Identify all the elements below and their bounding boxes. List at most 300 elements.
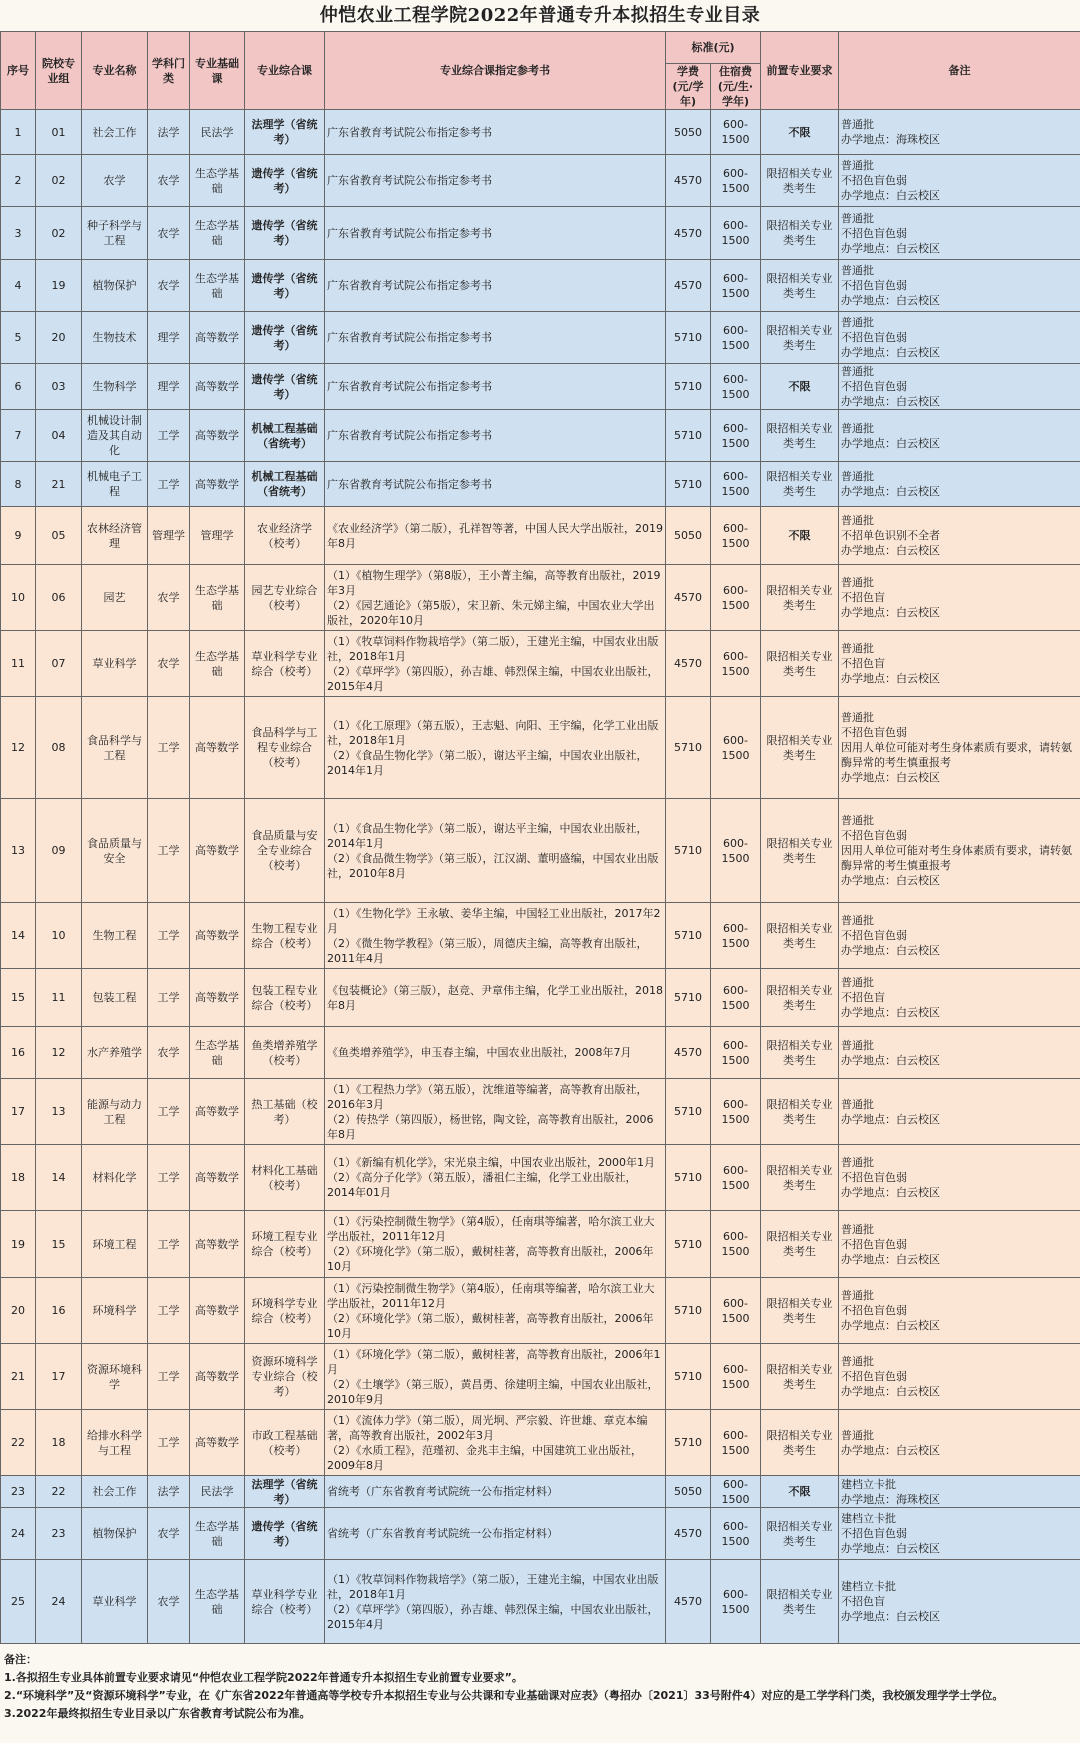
header-reference-books: 专业综合课指定参考书 (325, 32, 666, 110)
cell-remarks: 普通批 不招色盲色弱 因用人单位可能对考生身体素质有要求，请转氨酶异常的考生慎重报考 办学地点：白云校区 (839, 697, 1080, 799)
cell-comprehensive-course: 材料化工基础（校考） (245, 1145, 325, 1211)
cell-seq: 10 (1, 565, 36, 631)
cell-basic-course: 高等数学 (190, 312, 245, 364)
cell-comprehensive-course: 环境科学专业综合（校考） (245, 1278, 325, 1344)
cell-dorm-fee: 600-1500 (711, 1344, 761, 1410)
cell-name: 环境科学 (82, 1278, 148, 1344)
cell-category: 工学 (148, 969, 190, 1027)
cell-category: 农学 (148, 1027, 190, 1079)
cell-name: 生物科学 (82, 364, 148, 410)
cell-comprehensive-course: 遗传学（省统考） (245, 1508, 325, 1560)
cell-tuition: 5710 (666, 462, 711, 507)
cell-tuition: 4570 (666, 207, 711, 260)
cell-comprehensive-course: 草业科学专业综合（校考） (245, 1560, 325, 1644)
cell-name: 植物保护 (82, 1508, 148, 1560)
table-row (1, 1410, 1080, 1476)
table-row (1, 903, 1080, 969)
cell-tuition: 5710 (666, 364, 711, 410)
cell-category: 农学 (148, 565, 190, 631)
cell-name: 社会工作 (82, 110, 148, 155)
cell-seq: 21 (1, 1344, 36, 1410)
cell-category: 法学 (148, 1476, 190, 1508)
cell-prerequisite: 限招相关专业类考生 (761, 1079, 839, 1145)
cell-name: 资源环境科学 (82, 1344, 148, 1410)
header-prerequisite: 前置专业要求 (761, 32, 839, 110)
cell-remarks: 建档立卡批 办学地点：海珠校区 (839, 1476, 1080, 1508)
cell-dorm-fee: 600-1500 (711, 631, 761, 697)
cell-category: 农学 (148, 631, 190, 697)
cell-category: 工学 (148, 903, 190, 969)
cell-tuition: 4570 (666, 1560, 711, 1644)
cell-seq: 7 (1, 410, 36, 462)
cell-prerequisite: 限招相关专业类考生 (761, 697, 839, 799)
cell-reference-books: 省统考（广东省教育考试院统一公布指定材料） (325, 1476, 666, 1508)
table-row (1, 1560, 1080, 1644)
cell-name: 食品质量与安全 (82, 799, 148, 903)
cell-tuition: 5050 (666, 1476, 711, 1508)
cell-prerequisite: 限招相关专业类考生 (761, 207, 839, 260)
cell-prerequisite: 限招相关专业类考生 (761, 462, 839, 507)
cell-basic-course: 高等数学 (190, 1410, 245, 1476)
cell-reference-books: （1）《流体力学》（第二版），周光坰、严宗毅、许世雄、章克本编著，高等教育出版社，2002年3月 （2）《水质工程》，范瑾初、金兆丰主编，中国建筑工业出版社，2009年8月 (325, 1410, 666, 1476)
cell-group: 02 (36, 207, 82, 260)
cell-remarks: 普通批 办学地点：白云校区 (839, 1027, 1080, 1079)
table-row (1, 312, 1080, 364)
table-row (1, 155, 1080, 207)
cell-basic-course: 生态学基础 (190, 565, 245, 631)
cell-category: 法学 (148, 110, 190, 155)
cell-prerequisite: 不限 (761, 507, 839, 565)
cell-dorm-fee: 600-1500 (711, 565, 761, 631)
cell-comprehensive-course: 环境工程专业综合（校考） (245, 1211, 325, 1278)
cell-group: 15 (36, 1211, 82, 1278)
cell-reference-books: （1）《污染控制微生物学》（第4版），任南琪等编著，哈尔滨工业大学出版社，2011年12月 （2）《环境化学》（第二版），戴树桂著，高等教育出版社，2006年10月 (325, 1211, 666, 1278)
cell-tuition: 5710 (666, 410, 711, 462)
table-row (1, 260, 1080, 312)
cell-basic-course: 高等数学 (190, 1278, 245, 1344)
cell-reference-books: （1）《污染控制微生物学》（第4版），任南琪等编著，哈尔滨工业大学出版社，2011年12月 （2）《环境化学》（第二版），戴树桂著，高等教育出版社，2006年10月 (325, 1278, 666, 1344)
cell-remarks: 普通批 不招色盲色弱 办学地点：白云校区 (839, 1211, 1080, 1278)
header-category: 学科门类 (148, 32, 190, 110)
cell-basic-course: 生态学基础 (190, 260, 245, 312)
cell-tuition: 5050 (666, 110, 711, 155)
cell-seq: 19 (1, 1211, 36, 1278)
cell-dorm-fee: 600-1500 (711, 697, 761, 799)
cell-reference-books: 广东省教育考试院公布指定参考书 (325, 410, 666, 462)
cell-tuition: 4570 (666, 1508, 711, 1560)
header-name: 专业名称 (82, 32, 148, 110)
cell-dorm-fee: 600-1500 (711, 799, 761, 903)
cell-tuition: 5710 (666, 1410, 711, 1476)
cell-remarks: 普通批 办学地点：白云校区 (839, 462, 1080, 507)
table-row (1, 1278, 1080, 1344)
table-row (1, 1027, 1080, 1079)
cell-basic-course: 高等数学 (190, 969, 245, 1027)
cell-group: 23 (36, 1508, 82, 1560)
cell-category: 工学 (148, 1145, 190, 1211)
cell-tuition: 5050 (666, 507, 711, 565)
cell-seq: 15 (1, 969, 36, 1027)
cell-remarks: 普通批 不招色盲色弱 办学地点：白云校区 (839, 1145, 1080, 1211)
cell-basic-course: 民法学 (190, 1476, 245, 1508)
cell-tuition: 5710 (666, 1211, 711, 1278)
cell-dorm-fee: 600-1500 (711, 1145, 761, 1211)
cell-seq: 1 (1, 110, 36, 155)
cell-name: 食品科学与工程 (82, 697, 148, 799)
cell-group: 08 (36, 697, 82, 799)
cell-basic-course: 高等数学 (190, 1344, 245, 1410)
cell-name: 草业科学 (82, 631, 148, 697)
cell-comprehensive-course: 遗传学（省统考） (245, 364, 325, 410)
cell-comprehensive-course: 生物工程专业综合（校考） (245, 903, 325, 969)
cell-group: 13 (36, 1079, 82, 1145)
cell-remarks: 普通批 不招色盲色弱 办学地点：白云校区 (839, 207, 1080, 260)
cell-tuition: 5710 (666, 799, 711, 903)
cell-dorm-fee: 600-1500 (711, 1508, 761, 1560)
cell-reference-books: （1）《工程热力学》（第五版），沈维道等编著，高等教育出版社，2016年3月 （2）传热学（第四版），杨世铭，陶文铨，高等教育出版社，2006年8月 (325, 1079, 666, 1145)
cell-seq: 2 (1, 155, 36, 207)
cell-name: 农林经济管理 (82, 507, 148, 565)
cell-dorm-fee: 600-1500 (711, 410, 761, 462)
cell-remarks: 建档立卡批 不招色盲 办学地点：白云校区 (839, 1560, 1080, 1644)
cell-prerequisite: 限招相关专业类考生 (761, 969, 839, 1027)
cell-remarks: 普通批 不招色盲 办学地点：白云校区 (839, 969, 1080, 1027)
cell-prerequisite: 限招相关专业类考生 (761, 799, 839, 903)
cell-remarks: 普通批 办学地点：海珠校区 (839, 110, 1080, 155)
cell-reference-books: 广东省教育考试院公布指定参考书 (325, 312, 666, 364)
cell-name: 园艺 (82, 565, 148, 631)
cell-basic-course: 高等数学 (190, 1079, 245, 1145)
cell-seq: 4 (1, 260, 36, 312)
header-group: 院校专业组 (36, 32, 82, 110)
cell-category: 工学 (148, 1079, 190, 1145)
cell-seq: 20 (1, 1278, 36, 1344)
cell-category: 工学 (148, 697, 190, 799)
cell-seq: 17 (1, 1079, 36, 1145)
cell-remarks: 建档立卡批 不招色盲色弱 办学地点：白云校区 (839, 1508, 1080, 1560)
table-row (1, 410, 1080, 462)
cell-remarks: 普通批 不招单色识别不全者 办学地点：白云校区 (839, 507, 1080, 565)
cell-reference-books: （1）《食品生物化学》（第二版），谢达平主编，中国农业出版社，2014年1月 （2）《食品微生物学》（第三版），江汉湖、董明盛编，中国农业出版社，2010年8月 (325, 799, 666, 903)
cell-group: 18 (36, 1410, 82, 1476)
cell-seq: 8 (1, 462, 36, 507)
cell-prerequisite: 限招相关专业类考生 (761, 155, 839, 207)
table-row (1, 110, 1080, 155)
cell-seq: 13 (1, 799, 36, 903)
table-row (1, 565, 1080, 631)
cell-category: 工学 (148, 410, 190, 462)
cell-category: 工学 (148, 1278, 190, 1344)
cell-reference-books: 广东省教育考试院公布指定参考书 (325, 462, 666, 507)
cell-comprehensive-course: 食品科学与工程专业综合（校考） (245, 697, 325, 799)
cell-prerequisite: 限招相关专业类考生 (761, 1027, 839, 1079)
cell-name: 给排水科学与工程 (82, 1410, 148, 1476)
cell-prerequisite: 限招相关专业类考生 (761, 1145, 839, 1211)
cell-group: 17 (36, 1344, 82, 1410)
header-dorm-fee: 住宿费(元/生·学年) (711, 64, 761, 110)
cell-prerequisite: 不限 (761, 110, 839, 155)
cell-group: 10 (36, 903, 82, 969)
cell-seq: 14 (1, 903, 36, 969)
cell-group: 19 (36, 260, 82, 312)
cell-basic-course: 高等数学 (190, 364, 245, 410)
cell-prerequisite: 限招相关专业类考生 (761, 1508, 839, 1560)
cell-dorm-fee: 600-1500 (711, 903, 761, 969)
cell-dorm-fee: 600-1500 (711, 312, 761, 364)
cell-basic-course: 生态学基础 (190, 207, 245, 260)
cell-dorm-fee: 600-1500 (711, 1211, 761, 1278)
cell-name: 植物保护 (82, 260, 148, 312)
cell-reference-books: 广东省教育考试院公布指定参考书 (325, 364, 666, 410)
cell-comprehensive-course: 法理学（省统考） (245, 1476, 325, 1508)
cell-category: 理学 (148, 312, 190, 364)
cell-comprehensive-course: 园艺专业综合（校考） (245, 565, 325, 631)
cell-dorm-fee: 600-1500 (711, 110, 761, 155)
cell-seq: 25 (1, 1560, 36, 1644)
cell-basic-course: 民法学 (190, 110, 245, 155)
cell-tuition: 5710 (666, 1145, 711, 1211)
cell-dorm-fee: 600-1500 (711, 1027, 761, 1079)
cell-basic-course: 高等数学 (190, 410, 245, 462)
cell-dorm-fee: 600-1500 (711, 207, 761, 260)
footnote-2: 2.“环境科学”及“资源环境科学”专业，在《广东省2022年普通高等学校专升本拟招生专业与公共课和专业基础课对应表》（粤招办〔2021〕33号附件4）对应的是工学学科门类，我校颁发理学学士学位。 (4, 1689, 1004, 1702)
cell-reference-books: （1）《新编有机化学》，宋光泉主编，中国农业出版社，2000年1月 （2）《高分子化学》（第五版），潘祖仁主编，化学工业出版社，2014年01月 (325, 1145, 666, 1211)
cell-prerequisite: 限招相关专业类考生 (761, 631, 839, 697)
cell-prerequisite: 限招相关专业类考生 (761, 903, 839, 969)
cell-tuition: 4570 (666, 1027, 711, 1079)
header-comprehensive-course: 专业综合课 (245, 32, 325, 110)
cell-group: 12 (36, 1027, 82, 1079)
cell-basic-course: 高等数学 (190, 903, 245, 969)
cell-dorm-fee: 600-1500 (711, 969, 761, 1027)
cell-dorm-fee: 600-1500 (711, 1278, 761, 1344)
cell-group: 09 (36, 799, 82, 903)
cell-name: 农学 (82, 155, 148, 207)
cell-reference-books: 广东省教育考试院公布指定参考书 (325, 110, 666, 155)
table-body (1, 110, 1080, 1644)
cell-remarks: 普通批 不招色盲色弱 因用人单位可能对考生身体素质有要求，请转氨酶异常的考生慎重报考 办学地点：白云校区 (839, 799, 1080, 903)
cell-dorm-fee: 600-1500 (711, 155, 761, 207)
cell-basic-course: 生态学基础 (190, 1508, 245, 1560)
cell-prerequisite: 不限 (761, 364, 839, 410)
majors-table (0, 31, 1080, 1644)
cell-reference-books: 广东省教育考试院公布指定参考书 (325, 155, 666, 207)
cell-remarks: 普通批 不招色盲色弱 办学地点：白云校区 (839, 260, 1080, 312)
cell-group: 24 (36, 1560, 82, 1644)
cell-name: 种子科学与工程 (82, 207, 148, 260)
table-row (1, 462, 1080, 507)
cell-name: 材料化学 (82, 1145, 148, 1211)
cell-remarks: 普通批 办学地点：白云校区 (839, 410, 1080, 462)
header-fee-standard: 标准(元) (666, 32, 761, 64)
cell-comprehensive-course: 遗传学（省统考） (245, 260, 325, 312)
cell-prerequisite: 限招相关专业类考生 (761, 565, 839, 631)
cell-remarks: 普通批 不招色盲色弱 办学地点：白云校区 (839, 903, 1080, 969)
cell-group: 04 (36, 410, 82, 462)
cell-reference-books: 省统考（广东省教育考试院统一公布指定材料） (325, 1508, 666, 1560)
cell-basic-course: 生态学基础 (190, 1027, 245, 1079)
cell-basic-course: 高等数学 (190, 462, 245, 507)
cell-group: 06 (36, 565, 82, 631)
cell-group: 01 (36, 110, 82, 155)
cell-basic-course: 高等数学 (190, 697, 245, 799)
cell-reference-books: （1）《生物化学》王永敏、姜华主编，中国轻工业出版社，2017年2月 （2）《微生物学教程》（第三版），周德庆主编，高等教育出版社，2011年4月 (325, 903, 666, 969)
cell-name: 机械设计制造及其自动化 (82, 410, 148, 462)
cell-comprehensive-course: 草业科学专业综合（校考） (245, 631, 325, 697)
cell-reference-books: （1）《植物生理学》（第8版），王小菁主编，高等教育出版社，2019年3月 （2）《园艺通论》（第5版），宋卫新、朱元娣主编，中国农业大学出版社，2020年10月 (325, 565, 666, 631)
table-row (1, 364, 1080, 410)
cell-tuition: 4570 (666, 631, 711, 697)
footnotes-heading: 备注： (4, 1653, 37, 1666)
cell-basic-course: 生态学基础 (190, 155, 245, 207)
cell-category: 工学 (148, 1410, 190, 1476)
table-row (1, 1344, 1080, 1410)
cell-remarks: 普通批 不招色盲色弱 办学地点：白云校区 (839, 155, 1080, 207)
cell-remarks: 普通批 不招色盲色弱 办学地点：白云校区 (839, 312, 1080, 364)
cell-seq: 23 (1, 1476, 36, 1508)
header-seq: 序号 (1, 32, 36, 110)
cell-category: 理学 (148, 364, 190, 410)
cell-seq: 12 (1, 697, 36, 799)
cell-name: 包装工程 (82, 969, 148, 1027)
cell-seq: 24 (1, 1508, 36, 1560)
cell-remarks: 普通批 不招色盲 办学地点：白云校区 (839, 631, 1080, 697)
cell-category: 农学 (148, 260, 190, 312)
cell-comprehensive-course: 遗传学（省统考） (245, 155, 325, 207)
table-row (1, 1211, 1080, 1278)
page-title: 仲恺农业工程学院2022年普通专升本拟招生专业目录 (319, 5, 761, 26)
cell-group: 14 (36, 1145, 82, 1211)
cell-category: 工学 (148, 1344, 190, 1410)
cell-basic-course: 高等数学 (190, 799, 245, 903)
cell-basic-course: 高等数学 (190, 1211, 245, 1278)
cell-comprehensive-course: 市政工程基础（校考） (245, 1410, 325, 1476)
cell-basic-course: 生态学基础 (190, 631, 245, 697)
cell-category: 工学 (148, 1211, 190, 1278)
cell-category: 农学 (148, 1560, 190, 1644)
cell-prerequisite: 不限 (761, 1476, 839, 1508)
cell-reference-books: 《包装概论》（第三版），赵竞、尹章伟主编，化学工业出版社，2018年8月 (325, 969, 666, 1027)
cell-comprehensive-course: 法理学（省统考） (245, 110, 325, 155)
cell-dorm-fee: 600-1500 (711, 1410, 761, 1476)
cell-reference-books: （1）《化工原理》（第五版），王志魁、向阳、王宇编，化学工业出版社，2018年1月 （2）《食品生物化学》（第二版），谢达平主编，中国农业出版社，2014年1月 (325, 697, 666, 799)
cell-name: 草业科学 (82, 1560, 148, 1644)
cell-group: 07 (36, 631, 82, 697)
table-row (1, 1476, 1080, 1508)
cell-basic-course: 高等数学 (190, 1145, 245, 1211)
footnote-3: 3.2022年最终拟招生专业目录以广东省教育考试院公布为准。 (4, 1707, 311, 1720)
cell-tuition: 4570 (666, 260, 711, 312)
cell-tuition: 5710 (666, 1344, 711, 1410)
table-row (1, 1508, 1080, 1560)
cell-prerequisite: 限招相关专业类考生 (761, 260, 839, 312)
cell-reference-books: 广东省教育考试院公布指定参考书 (325, 207, 666, 260)
cell-reference-books: 《鱼类增养殖学》，申玉春主编，中国农业出版社，2008年7月 (325, 1027, 666, 1079)
cell-tuition: 4570 (666, 565, 711, 631)
cell-dorm-fee: 600-1500 (711, 1476, 761, 1508)
cell-tuition: 4570 (666, 155, 711, 207)
table-row (1, 507, 1080, 565)
cell-comprehensive-course: 食品质量与安全专业综合（校考） (245, 799, 325, 903)
cell-group: 02 (36, 155, 82, 207)
cell-comprehensive-course: 资源环境科学专业综合（校考） (245, 1344, 325, 1410)
cell-dorm-fee: 600-1500 (711, 1079, 761, 1145)
cell-reference-books: （1）《环境化学》（第二版），戴树桂著，高等教育出版社，2006年1月 （2）《土壤学》（第三版），黄昌勇、徐建明主编，中国农业出版社，2010年9月 (325, 1344, 666, 1410)
cell-comprehensive-course: 遗传学（省统考） (245, 207, 325, 260)
cell-category: 工学 (148, 462, 190, 507)
footnotes (0, 1649, 1080, 1743)
cell-name: 水产养殖学 (82, 1027, 148, 1079)
header-tuition: 学费(元/学年) (666, 64, 711, 110)
cell-category: 管理学 (148, 507, 190, 565)
cell-comprehensive-course: 热工基础（校考） (245, 1079, 325, 1145)
cell-group: 21 (36, 462, 82, 507)
cell-seq: 3 (1, 207, 36, 260)
cell-category: 农学 (148, 1508, 190, 1560)
cell-prerequisite: 限招相关专业类考生 (761, 1560, 839, 1644)
cell-seq: 16 (1, 1027, 36, 1079)
cell-prerequisite: 限招相关专业类考生 (761, 312, 839, 364)
cell-dorm-fee: 600-1500 (711, 1560, 761, 1644)
cell-tuition: 5710 (666, 969, 711, 1027)
cell-comprehensive-course: 鱼类增养殖学（校考） (245, 1027, 325, 1079)
table-row (1, 799, 1080, 903)
cell-remarks: 普通批 办学地点：白云校区 (839, 1410, 1080, 1476)
cell-group: 11 (36, 969, 82, 1027)
cell-prerequisite: 限招相关专业类考生 (761, 1410, 839, 1476)
table-row (1, 1079, 1080, 1145)
cell-tuition: 5710 (666, 312, 711, 364)
cell-group: 05 (36, 507, 82, 565)
cell-remarks: 普通批 不招色盲色弱 办学地点：白云校区 (839, 1278, 1080, 1344)
cell-group: 22 (36, 1476, 82, 1508)
cell-tuition: 5710 (666, 1079, 711, 1145)
cell-reference-books: （1）《牧草饲料作物栽培学》（第二版），王建光主编，中国农业出版社，2018年1月 （2）《草坪学》（第四版），孙吉雄、韩烈保主编，中国农业出版社，2015年4月 (325, 631, 666, 697)
cell-comprehensive-course: 包装工程专业综合（校考） (245, 969, 325, 1027)
cell-tuition: 5710 (666, 1278, 711, 1344)
cell-seq: 18 (1, 1145, 36, 1211)
cell-seq: 22 (1, 1410, 36, 1476)
cell-remarks: 普通批 办学地点：白云校区 (839, 1079, 1080, 1145)
cell-basic-course: 生态学基础 (190, 1560, 245, 1644)
cell-dorm-fee: 600-1500 (711, 507, 761, 565)
footnote-1: 1.各拟招生专业具体前置专业要求请见“仲恺农业工程学院2022年普通专升本拟招生专业前置专业要求”。 (4, 1671, 523, 1684)
cell-seq: 5 (1, 312, 36, 364)
cell-name: 能源与动力工程 (82, 1079, 148, 1145)
cell-comprehensive-course: 农业经济学（校考） (245, 507, 325, 565)
cell-category: 农学 (148, 155, 190, 207)
header-remarks: 备注 (839, 32, 1080, 110)
cell-comprehensive-course: 遗传学（省统考） (245, 312, 325, 364)
cell-seq: 6 (1, 364, 36, 410)
table-row (1, 631, 1080, 697)
cell-group: 16 (36, 1278, 82, 1344)
cell-tuition: 5710 (666, 697, 711, 799)
cell-name: 环境工程 (82, 1211, 148, 1278)
cell-group: 20 (36, 312, 82, 364)
cell-prerequisite: 限招相关专业类考生 (761, 410, 839, 462)
cell-tuition: 5710 (666, 903, 711, 969)
cell-name: 机械电子工程 (82, 462, 148, 507)
cell-reference-books: 广东省教育考试院公布指定参考书 (325, 260, 666, 312)
cell-dorm-fee: 600-1500 (711, 462, 761, 507)
cell-category: 农学 (148, 207, 190, 260)
cell-reference-books: 《农业经济学》（第二版），孔祥智等著，中国人民大学出版社，2019年8月 (325, 507, 666, 565)
table-row (1, 697, 1080, 799)
header-basic-course: 专业基础课 (190, 32, 245, 110)
table-row (1, 969, 1080, 1027)
cell-name: 生物工程 (82, 903, 148, 969)
